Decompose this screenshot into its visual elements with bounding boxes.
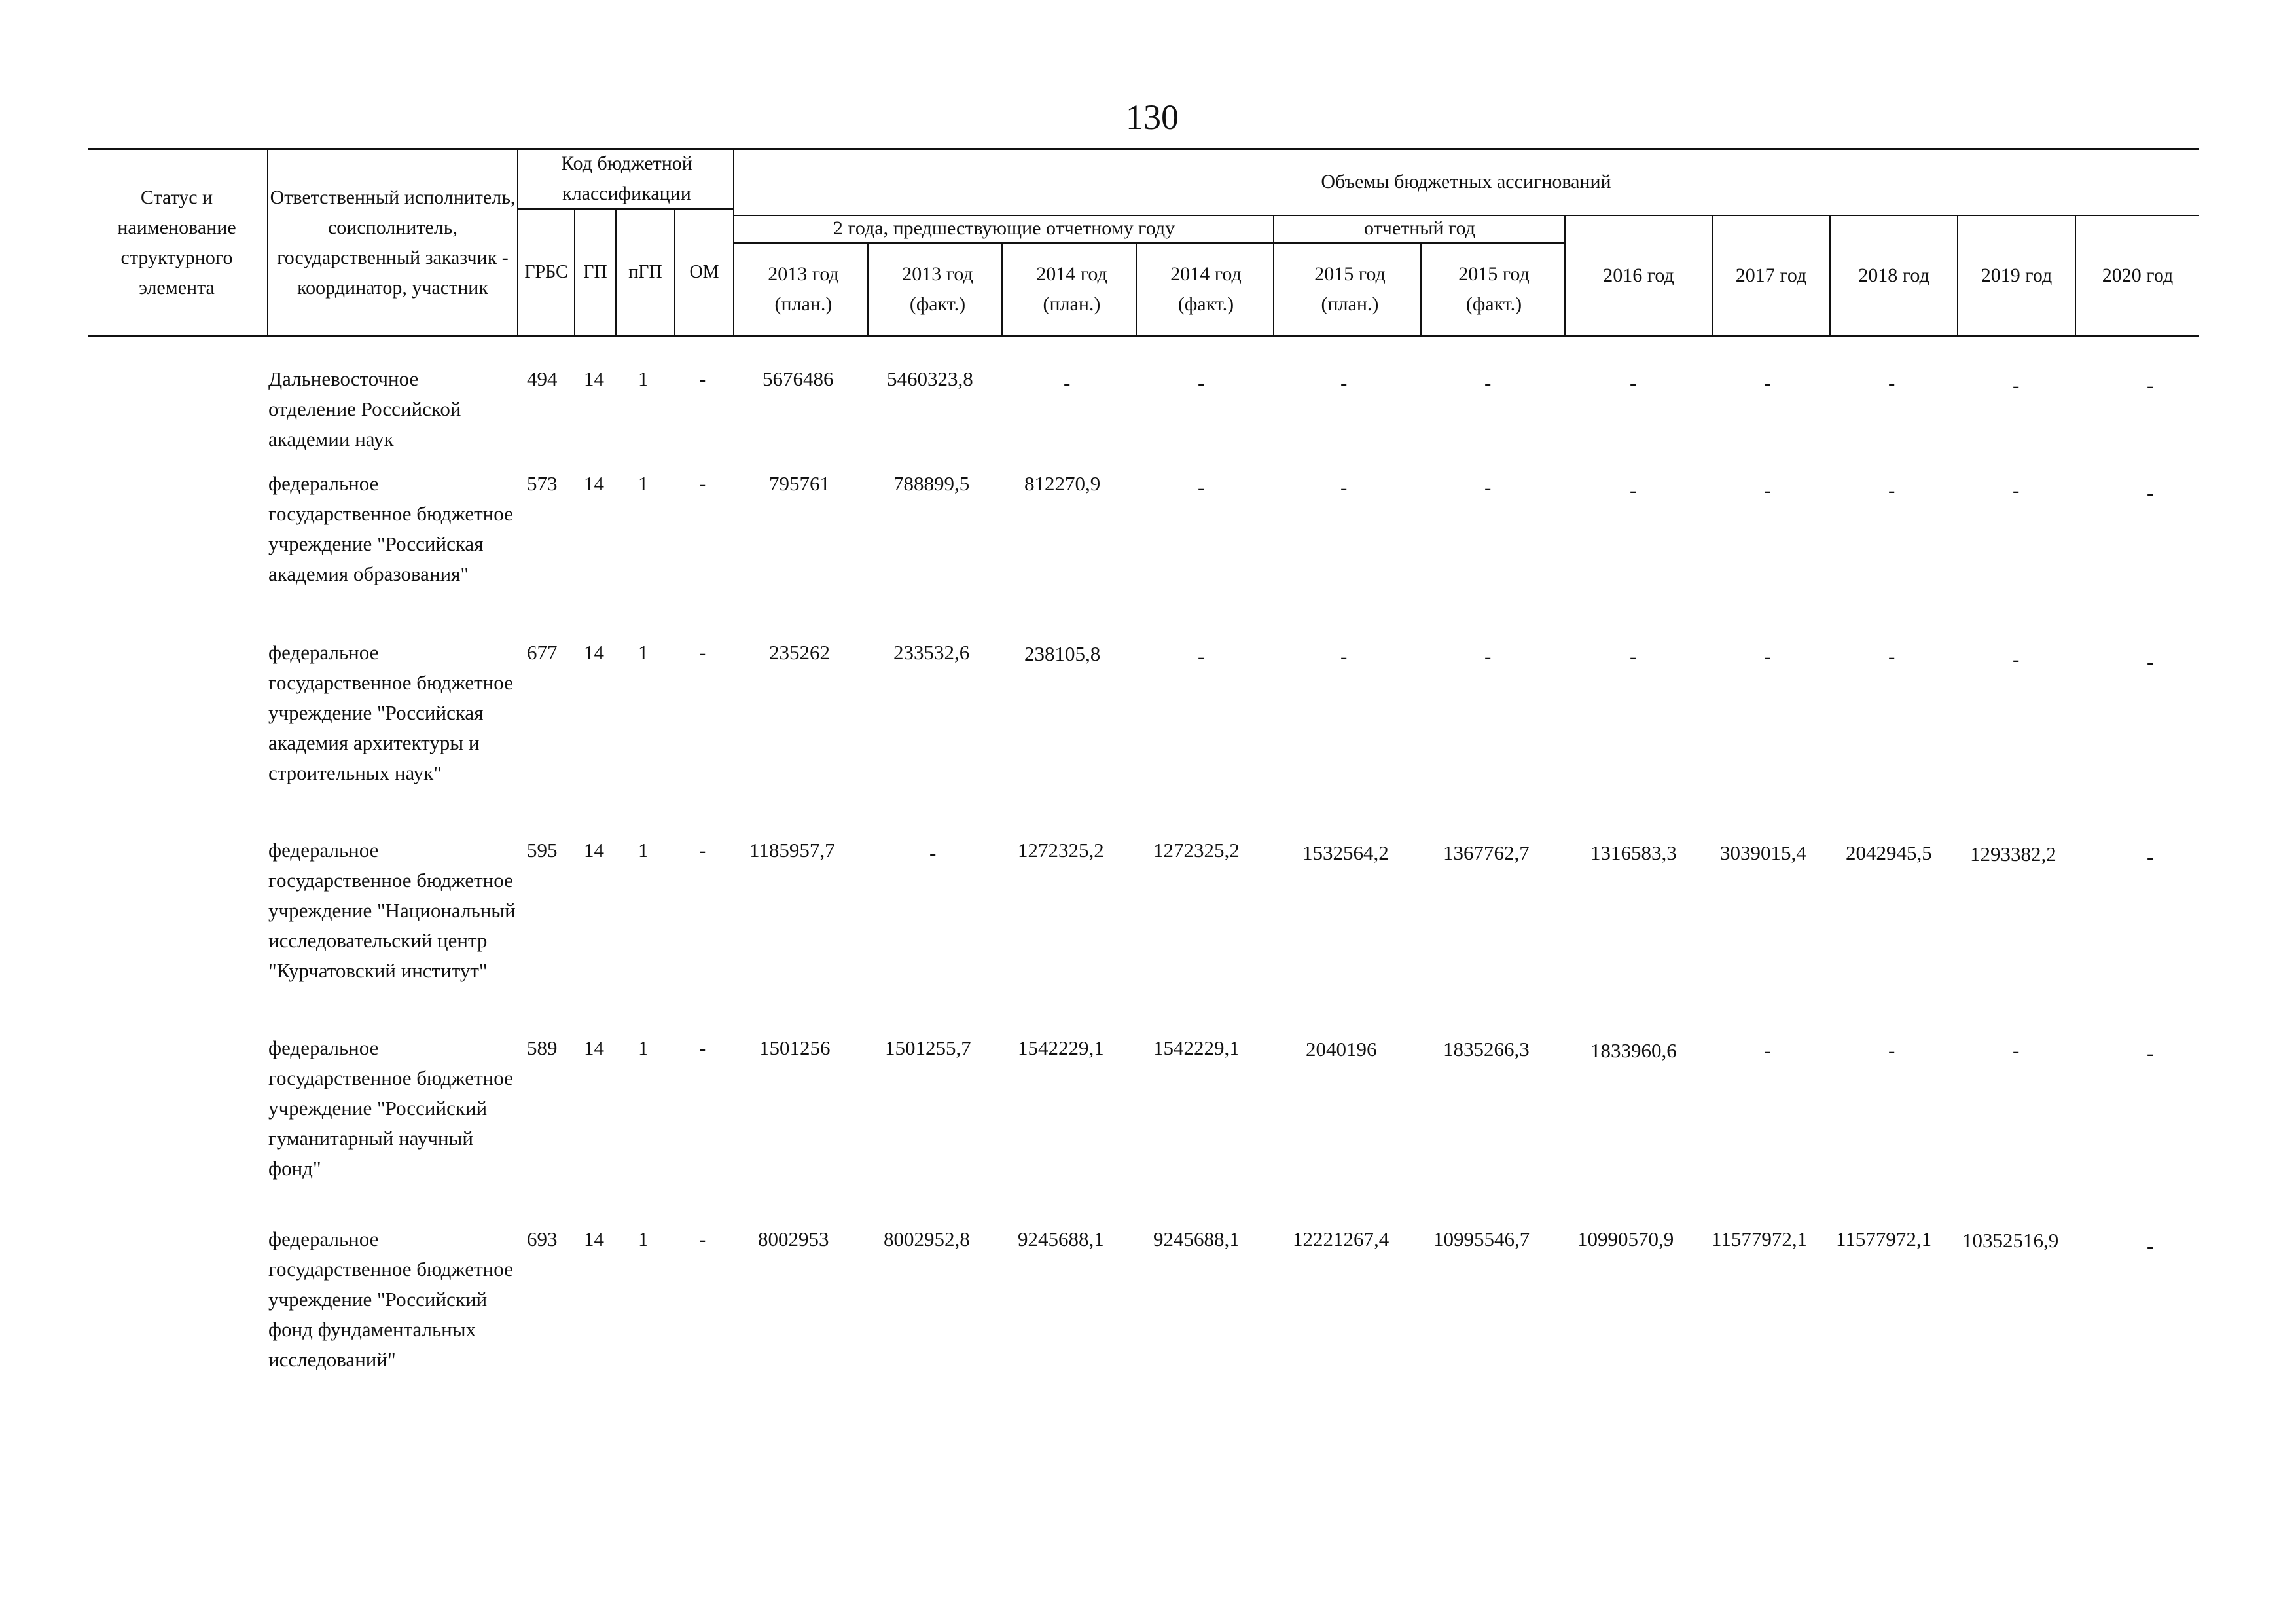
cell-value: - bbox=[1888, 371, 1895, 394]
cell-value: - bbox=[1340, 371, 1348, 394]
cell-value: - bbox=[929, 841, 937, 864]
header-gp: ГП bbox=[583, 262, 607, 282]
cell-value: - bbox=[1340, 645, 1348, 668]
cell-value: - bbox=[1888, 479, 1895, 501]
cell-value: - bbox=[1764, 1039, 1771, 1062]
cell-gp: 14 bbox=[584, 1036, 604, 1059]
cell-value: - bbox=[1340, 476, 1348, 499]
cell-pgp: 1 bbox=[638, 839, 649, 862]
cell-value: - bbox=[2147, 1042, 2154, 1065]
header-year-2018: 2018 год bbox=[1858, 264, 1929, 286]
header-year-2015-fact: 2015 год (факт.) bbox=[1458, 263, 1530, 315]
header-year-2015-plan: 2015 год (план.) bbox=[1314, 263, 1386, 315]
cell-value: 233532,6 bbox=[893, 641, 970, 664]
header-report-year: отчетный год bbox=[1364, 217, 1475, 239]
cell-gp: 14 bbox=[584, 472, 604, 495]
cell-value: 2040196 bbox=[1306, 1038, 1377, 1061]
cell-grbs: 677 bbox=[527, 641, 558, 664]
row-name: Дальневосточное отделение Российской академии наук bbox=[268, 367, 461, 450]
header-prev-years: 2 года, предшествующие отчетному году bbox=[833, 217, 1175, 239]
cell-om: - bbox=[699, 472, 706, 495]
header-year-2013-fact: 2013 год (факт.) bbox=[902, 263, 973, 315]
cell-value: 1542229,1 bbox=[1153, 1036, 1240, 1059]
cell-value: 9245688,1 bbox=[1018, 1228, 1104, 1250]
table-top-rule bbox=[88, 148, 2199, 150]
cell-value: - bbox=[1888, 1039, 1895, 1062]
cell-value: 10990570,9 bbox=[1577, 1228, 1674, 1250]
cell-value: 3039015,4 bbox=[1720, 841, 1806, 864]
header-executor: Ответственный исполнитель, соисполнитель, государственный заказчик - координатор, участник bbox=[270, 187, 516, 299]
cell-pgp: 1 bbox=[638, 1036, 649, 1059]
cell-grbs: 494 bbox=[527, 367, 558, 390]
cell-value: - bbox=[1198, 371, 1205, 394]
cell-pgp: 1 bbox=[638, 641, 649, 664]
vrule bbox=[867, 242, 869, 337]
header-year-2020: 2020 год bbox=[2102, 264, 2174, 286]
vrule bbox=[267, 148, 268, 337]
cell-om: - bbox=[699, 839, 706, 862]
header-year-2017: 2017 год bbox=[1735, 264, 1807, 286]
cell-value: - bbox=[2013, 647, 2020, 670]
cell-value: 9245688,1 bbox=[1153, 1228, 1240, 1250]
cell-value: 1501255,7 bbox=[885, 1036, 971, 1059]
row-name: федеральное государственное бюджетное учреждение "Российская академия архитектуры и строительных наук" bbox=[268, 641, 513, 784]
vrule bbox=[1273, 215, 1274, 337]
header-budget-code: Код бюджетной классификации bbox=[561, 153, 692, 204]
cell-value: - bbox=[2013, 1039, 2020, 1062]
cell-om: - bbox=[699, 1228, 706, 1250]
cell-value: 1272325,2 bbox=[1018, 839, 1104, 862]
cell-value: 1501256 bbox=[759, 1036, 831, 1059]
header-grbs: ГРБС bbox=[524, 262, 568, 282]
cell-value: - bbox=[1764, 371, 1771, 394]
cell-value: 1367762,7 bbox=[1443, 841, 1530, 864]
row-name: федеральное государственное бюджетное учреждение "Национальный исследовательский центр "Курчатовский институт" bbox=[268, 839, 516, 982]
vrule bbox=[1001, 242, 1003, 337]
vrule bbox=[1420, 242, 1422, 337]
cell-value: 11577972,1 bbox=[1836, 1228, 1932, 1250]
cell-value: 795761 bbox=[769, 472, 830, 495]
cell-om: - bbox=[699, 367, 706, 390]
header-year-2014-fact: 2014 год (факт.) bbox=[1170, 263, 1242, 315]
cell-value: - bbox=[1484, 371, 1492, 394]
cell-pgp: 1 bbox=[638, 367, 649, 390]
cell-value: 238105,8 bbox=[1024, 642, 1101, 665]
cell-gp: 14 bbox=[584, 367, 604, 390]
cell-value: 2042945,5 bbox=[1846, 841, 1932, 864]
cell-value: 788899,5 bbox=[893, 472, 970, 495]
cell-value: 812270,9 bbox=[1024, 472, 1101, 495]
cell-value: - bbox=[2013, 374, 2020, 397]
header-om: ОМ bbox=[689, 262, 719, 282]
cell-value: 1185957,7 bbox=[749, 839, 835, 862]
header-year-2019: 2019 год bbox=[1981, 264, 2053, 286]
cell-value: 1272325,2 bbox=[1153, 839, 1240, 862]
cell-gp: 14 bbox=[584, 641, 604, 664]
cell-value: - bbox=[2147, 845, 2154, 868]
row-name: федеральное государственное бюджетное учреждение "Российский гуманитарный научный фонд" bbox=[268, 1036, 513, 1180]
cell-value: 11577972,1 bbox=[1712, 1228, 1808, 1250]
cell-value: 1316583,3 bbox=[1590, 841, 1677, 864]
cell-value: - bbox=[1764, 479, 1771, 501]
cell-value: - bbox=[1484, 645, 1492, 668]
row-name: федеральное государственное бюджетное учреждение "Российская академия образования" bbox=[268, 472, 513, 585]
cell-om: - bbox=[699, 1036, 706, 1059]
cell-value: 1293382,2 bbox=[1970, 843, 2056, 866]
cell-pgp: 1 bbox=[638, 472, 649, 495]
cell-value: - bbox=[1064, 371, 1071, 394]
cell-value: - bbox=[2147, 650, 2154, 673]
cell-om: - bbox=[699, 641, 706, 664]
page-number: 130 bbox=[1126, 98, 1179, 137]
header-year-2016: 2016 год bbox=[1603, 264, 1674, 286]
cell-value: 5676486 bbox=[762, 367, 834, 390]
cell-value: 235262 bbox=[769, 641, 830, 664]
cell-pgp: 1 bbox=[638, 1228, 649, 1250]
vrule bbox=[733, 148, 734, 337]
cell-gp: 14 bbox=[584, 1228, 604, 1250]
header-volumes: Объемы бюджетных ассигнований bbox=[1321, 171, 1611, 192]
cell-value: - bbox=[1764, 645, 1771, 668]
cell-value: - bbox=[2013, 479, 2020, 501]
cell-value: 8002953 bbox=[758, 1228, 829, 1250]
cell-value: - bbox=[1198, 476, 1205, 499]
header-year-2013-plan: 2013 год (план.) bbox=[768, 263, 839, 315]
cell-value: - bbox=[2147, 374, 2154, 397]
cell-value: 1833960,6 bbox=[1590, 1039, 1677, 1062]
cell-value: - bbox=[1630, 371, 1637, 394]
cell-value: 10995546,7 bbox=[1433, 1228, 1530, 1250]
cell-value: - bbox=[1484, 476, 1492, 499]
row-name: федеральное государственное бюджетное учреждение "Российский фонд фундаментальных исследований" bbox=[268, 1228, 513, 1371]
cell-value: 5460323,8 bbox=[887, 367, 973, 390]
cell-value: - bbox=[2147, 1234, 2154, 1257]
cell-gp: 14 bbox=[584, 839, 604, 862]
cell-value: 1835266,3 bbox=[1443, 1038, 1530, 1061]
cell-value: 12221267,4 bbox=[1293, 1228, 1390, 1250]
table-header-bottom-rule bbox=[88, 335, 2199, 337]
cell-value: - bbox=[1630, 479, 1637, 501]
cell-value: - bbox=[1888, 645, 1895, 668]
cell-value: - bbox=[1198, 645, 1205, 668]
vrule bbox=[1136, 242, 1137, 337]
cell-grbs: 693 bbox=[527, 1228, 558, 1250]
cell-value: 1532564,2 bbox=[1302, 841, 1389, 864]
header-pgp: пГП bbox=[628, 262, 662, 282]
cell-value: - bbox=[1630, 645, 1637, 668]
cell-value: 10352516,9 bbox=[1962, 1229, 2059, 1252]
header-status: Статус и наименование структурного элемента bbox=[117, 187, 236, 299]
cell-value: - bbox=[2147, 481, 2154, 504]
cell-grbs: 573 bbox=[527, 472, 558, 495]
cell-value: 8002952,8 bbox=[884, 1228, 970, 1250]
cell-grbs: 589 bbox=[527, 1036, 558, 1059]
cell-grbs: 595 bbox=[527, 839, 558, 862]
header-year-2014-plan: 2014 год (план.) bbox=[1036, 263, 1107, 315]
cell-value: 1542229,1 bbox=[1018, 1036, 1104, 1059]
